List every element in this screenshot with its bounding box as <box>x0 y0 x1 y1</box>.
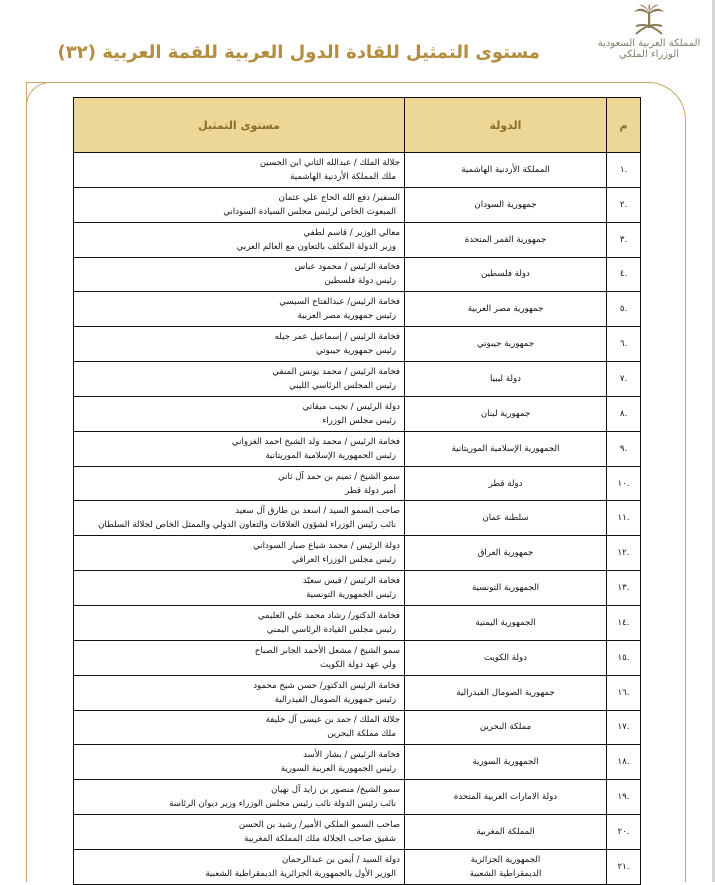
column-header-country: الدولة <box>405 98 607 153</box>
row-number: .٢١ <box>607 849 641 884</box>
row-number: .١٤ <box>607 605 641 640</box>
representation-cell <box>74 710 405 745</box>
country-cell <box>405 466 607 501</box>
representation-cell <box>74 431 405 466</box>
table-row <box>74 710 641 745</box>
representative-name: سمو الشيخ / تميم بن حمد آل ثاني <box>277 471 400 482</box>
representative-title: ملك مملكة البحرين <box>327 729 396 740</box>
representation-cell <box>74 675 405 710</box>
representative-title: رئيس الجمهورية التونسية <box>306 590 396 601</box>
saudi-emblem-logo <box>597 4 701 64</box>
representation-cell <box>74 605 405 640</box>
row-number: .٧ <box>607 362 641 397</box>
representative-name: فخامة الرئيس / بشار الأسد <box>303 750 400 761</box>
representative-title: المبعوث الخاص لرئيس مجلس السيادة السوداني <box>223 206 396 217</box>
country-cell <box>405 153 607 188</box>
country-name: المملكة الأردنية الهاشمية <box>461 164 550 175</box>
country-cell <box>405 815 607 850</box>
representative-title: رئيس دولة فلسطين <box>324 276 396 287</box>
representative-title: الوزير الأول بالجمهورية الجزائرية الديمقراطية الشعبية <box>205 868 396 879</box>
country-cell <box>405 431 607 466</box>
representation-cell <box>74 466 405 501</box>
country-name: دولة ليبيا <box>490 373 521 384</box>
row-number: .١٢ <box>607 536 641 571</box>
country-cell <box>405 292 607 327</box>
representation-cell <box>74 362 405 397</box>
table-row <box>74 849 641 884</box>
table-row <box>74 675 641 710</box>
row-number: .١٣ <box>607 571 641 606</box>
row-number: .١٨ <box>607 745 641 780</box>
representative-name: سمو الشيخ / مشعل الأحمد الجابر الصباح <box>254 645 400 656</box>
table-row <box>74 187 641 222</box>
representation-cell <box>74 815 405 850</box>
representation-cell <box>74 745 405 780</box>
country-cell <box>405 745 607 780</box>
representative-name: السفير/ دفع الله الحاج علي عثمان <box>278 192 400 203</box>
table-row <box>74 362 641 397</box>
column-header-number: م <box>607 98 641 153</box>
country-cell <box>405 396 607 431</box>
row-number: .١١ <box>607 501 641 536</box>
country-cell <box>405 501 607 536</box>
row-number: .٦ <box>607 327 641 362</box>
row-number: .٢٠ <box>607 815 641 850</box>
table-row <box>74 292 641 327</box>
table-row <box>74 396 641 431</box>
table-row <box>74 257 641 292</box>
country-name: دولة الكويت <box>484 652 527 663</box>
representative-title: رئيس الجمهورية العربية السورية <box>280 764 396 775</box>
table-row <box>74 640 641 675</box>
representative-name: دولة الرئيس / محمد شياع صبار السوداني <box>253 541 400 552</box>
country-name: دولة فلسطين <box>481 269 530 280</box>
representative-name: جلالة الملك / عبدالله الثاني ابن الحسين <box>259 157 400 168</box>
country-cell <box>405 536 607 571</box>
table-row <box>74 153 641 188</box>
country-cell <box>405 257 607 292</box>
representative-name: فخامة الرئيس / محمود عباس <box>294 262 400 273</box>
representative-title: رئيس الجمهورية الإسلامية الموريتانية <box>265 450 396 461</box>
table-row <box>74 571 641 606</box>
country-name: جمهورية لبنان <box>480 408 531 419</box>
country-name: الجمهورية اليمنية <box>475 617 536 628</box>
representative-title: رئيس مجلس الوزراء العراقي <box>292 555 396 566</box>
representative-title: رئيس جمهورية مصر العربية <box>297 311 396 322</box>
country-name: جمهورية الصومال الفيدرالية <box>456 687 555 698</box>
country-cell <box>405 187 607 222</box>
representative-name: فخامة الرئيس / قيس سعيّد <box>302 576 400 587</box>
representative-title: نائب رئيس الدولة نائب رئيس مجلس الوزراء وزير ديوان الرئاسة <box>169 799 396 810</box>
country-cell <box>405 362 607 397</box>
representation-table <box>73 97 641 885</box>
representative-name: فخامة الرئيس / محمد يونس المنفي <box>272 366 400 377</box>
representation-cell <box>74 222 405 257</box>
representation-cell <box>74 327 405 362</box>
representative-title: رئيس المجلس الرئاسي الليبي <box>289 380 396 391</box>
row-number: .٩ <box>607 431 641 466</box>
table-row <box>74 431 641 466</box>
country-cell <box>405 605 607 640</box>
representative-title: نائب رئيس الوزراء لشؤون العلاقات والتعاون الدولي والممثل الخاص لجلالة السلطان <box>98 520 396 531</box>
country-name: الجمهورية الإسلامية الموريتانية <box>451 443 560 454</box>
decorative-frame-left <box>26 82 27 882</box>
representative-name: دولة السيد / أيمن بن عبدالرحمان <box>282 854 400 865</box>
palm-and-swords-emblem-icon <box>631 4 667 38</box>
country-cell <box>405 780 607 815</box>
representation-cell <box>74 257 405 292</box>
country-name: سلطنة عمان <box>482 513 529 524</box>
country-cell <box>405 571 607 606</box>
representation-cell <box>74 571 405 606</box>
row-number: .١٥ <box>607 640 641 675</box>
country-name: دولة الامارات العربية المتحدة <box>453 792 558 803</box>
representative-name: صاحب السمو السيد / اسعد بن طارق آل سعيد <box>235 506 400 517</box>
country-cell <box>405 327 607 362</box>
representative-name: فخامة الرئيس الدكتور/ حسن شيخ محمود <box>253 680 400 691</box>
table-row <box>74 501 641 536</box>
decorative-frame-right <box>685 150 686 882</box>
representative-title: رئيس مجلس القيادة الرئاسي اليمني <box>266 624 396 635</box>
table-row <box>74 780 641 815</box>
representative-name: معالي الوزير / قاسم لطفي <box>303 227 400 238</box>
row-number: .٢ <box>607 187 641 222</box>
representation-cell <box>74 640 405 675</box>
table-row <box>74 605 641 640</box>
column-header-representation: مستوى التمثيل <box>74 98 405 153</box>
representative-name: فخامة الرئيس / محمد ولد الشيخ احمد الغزواني <box>231 436 400 447</box>
table-row <box>74 222 641 257</box>
row-number: .٨ <box>607 396 641 431</box>
representation-cell <box>74 849 405 884</box>
country-name: جمهورية جيبوتي <box>476 339 535 350</box>
representation-cell <box>74 780 405 815</box>
representation-cell <box>74 292 405 327</box>
representative-title: شقيق صاحب الجلالة ملك المملكة المغربية <box>244 833 396 844</box>
representative-name: سمو الشيخ/ منصور بن زايد آل نهيان <box>271 785 400 796</box>
country-name: جمهورية العراق <box>477 548 534 559</box>
logo-text-line1: المملكة العربية السعودية <box>597 38 701 49</box>
representation-cell <box>74 153 405 188</box>
representation-cell <box>74 396 405 431</box>
representative-title: رئيس جمهورية الصومال الفيدرالية <box>274 694 396 705</box>
table-row <box>74 466 641 501</box>
representative-title: رئيس مجلس الوزراء <box>322 415 396 426</box>
table-row <box>74 745 641 780</box>
country-name: جمهورية القمر المتحدة <box>464 234 547 245</box>
row-number: .٣ <box>607 222 641 257</box>
row-number: .١ <box>607 153 641 188</box>
row-number: .١٦ <box>607 675 641 710</box>
representation-cell <box>74 187 405 222</box>
representative-name: صاحب السمو الملكي الأمير/ رشيد بن الحسن <box>238 819 400 830</box>
country-cell <box>405 222 607 257</box>
country-cell <box>405 675 607 710</box>
page-title: مستوى التمثيل للقادة الدول العربية للقمة العربية (٣٢) <box>57 42 540 63</box>
country-cell <box>405 710 607 745</box>
country-name: دولة قطر <box>488 478 523 489</box>
country-name: جمهورية السودان <box>474 199 537 210</box>
representative-title: رئيس جمهورية جيبوتي <box>316 346 396 357</box>
representation-cell <box>74 501 405 536</box>
country-cell <box>405 849 607 884</box>
representative-title: أمير دولة قطر <box>345 485 396 496</box>
table-row <box>74 815 641 850</box>
row-number: .١٠ <box>607 466 641 501</box>
representative-title: ولي عهد دولة الكويت <box>320 659 396 670</box>
country-name: الجمهورية الجزائرية <box>470 854 541 865</box>
logo-text-line2: الوزراء الملكي <box>618 49 680 60</box>
representative-name: فخامة الدكتور/ رشاد محمد علي العليمي <box>257 610 400 621</box>
row-number: .١٩ <box>607 780 641 815</box>
table-row <box>74 536 641 571</box>
row-number: .٥ <box>607 292 641 327</box>
row-number: .٤ <box>607 257 641 292</box>
representative-title: وزير الدولة المكلف بالتعاون مع العالم العربي <box>236 241 396 252</box>
country-name: مملكة البحرين <box>479 722 532 733</box>
representative-name: جلالة الملك / حمد بن عيسى آل خليفة <box>265 715 400 726</box>
country-name: الجمهورية التونسية <box>471 583 540 594</box>
representative-name: دولة الرئيس / نجيب ميقاتي <box>302 401 400 412</box>
country-name: جمهورية مصر العربية <box>467 304 544 315</box>
representative-title: ملك المملكة الأردنية الهاشمية <box>290 171 396 182</box>
country-name: المملكة المغربية <box>476 826 535 837</box>
representation-cell <box>74 536 405 571</box>
row-number: .١٧ <box>607 710 641 745</box>
representative-name: فخامة الرئيس/ عبدالفتاح السيسي <box>279 297 400 308</box>
table-row <box>74 327 641 362</box>
representative-name: فخامة الرئيس / إسماعيل عمر جيله <box>274 332 400 343</box>
country-name: الجمهورية السورية <box>472 757 539 768</box>
table-header-row <box>74 98 641 153</box>
country-cell <box>405 640 607 675</box>
country-name: الديمقراطية الشعبية <box>469 868 542 879</box>
